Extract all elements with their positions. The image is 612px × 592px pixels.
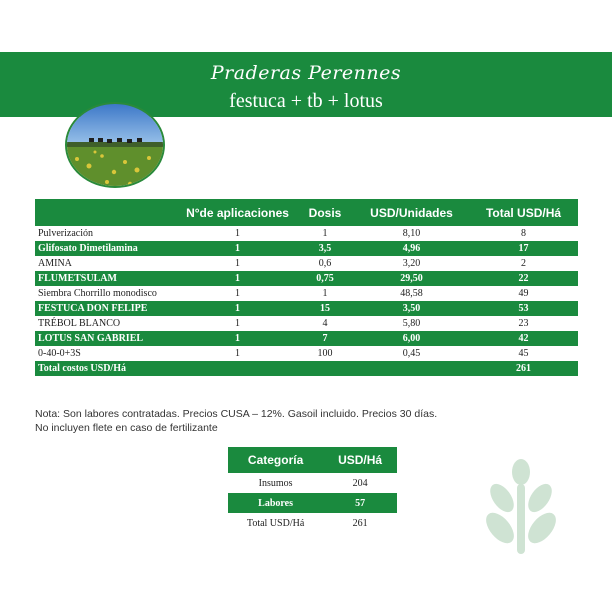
- row-total: 45: [518, 348, 529, 359]
- cost-table: [35, 199, 578, 376]
- row-name: FESTUCA DON FELIPE: [35, 301, 179, 316]
- header-dosis: Dosis: [296, 199, 354, 226]
- table-row: [35, 346, 578, 361]
- row-apps: 1: [235, 228, 240, 239]
- summary-value: 261: [352, 517, 368, 529]
- header-item: [35, 199, 179, 226]
- row-apps: 1: [179, 241, 296, 256]
- summary-value: 57: [323, 493, 397, 513]
- row-apps: 1: [179, 331, 296, 346]
- row-dosis: 4: [322, 318, 328, 329]
- row-usd: 29,50: [354, 271, 469, 286]
- pasture-photo: [65, 102, 165, 188]
- table-row: [35, 301, 578, 316]
- row-apps: 1: [235, 318, 240, 329]
- table-row: [35, 331, 578, 346]
- row-dosis: 1: [322, 288, 328, 299]
- row-apps: 1: [179, 301, 296, 316]
- row-dosis: 100: [317, 348, 333, 359]
- footnote: [35, 407, 437, 435]
- row-dosis: 0,6: [318, 258, 332, 269]
- row-dosis: 0,75: [296, 271, 354, 286]
- page-subtitle: festuca + tb + lotus: [229, 90, 383, 112]
- page-title: Praderas Perennes: [210, 62, 402, 84]
- summary-table: [228, 447, 397, 533]
- row-total: 17: [469, 241, 578, 256]
- summary-value: 204: [352, 477, 368, 489]
- cost-table-header: [35, 199, 578, 226]
- total-label: Total costos USD/Há: [35, 361, 469, 376]
- row-total: 42: [469, 331, 578, 346]
- summary-header-usd: USD/Há: [323, 447, 397, 473]
- summary-header-category: Categoría: [228, 447, 323, 473]
- summary-label: Insumos: [258, 477, 293, 489]
- table-row: [35, 256, 578, 271]
- row-name: AMINA: [38, 258, 72, 269]
- row-name: Siembra Chorrillo monodisco: [38, 288, 157, 299]
- summary-row: [228, 473, 397, 493]
- row-name: LOTUS SAN GABRIEL: [35, 331, 179, 346]
- footnote-line-2: No incluyen flete en caso de fertilizante: [35, 422, 218, 434]
- total-row: [35, 361, 578, 376]
- row-dosis: 3,5: [296, 241, 354, 256]
- row-usd: 48,58: [400, 288, 423, 299]
- row-usd: 4,96: [354, 241, 469, 256]
- row-usd: 3,50: [354, 301, 469, 316]
- footnote-line-1: Nota: Son labores contratadas. Precios CUSA – 12%. Gasoil incluido. Precios 30 días.: [35, 408, 438, 420]
- row-name: TRÉBOL BLANCO: [38, 318, 121, 329]
- table-row: [35, 241, 578, 256]
- row-total: 53: [469, 301, 578, 316]
- table-row: [35, 316, 578, 331]
- row-name: Glifosato Dimetilamina: [35, 241, 179, 256]
- pasture-image: [67, 104, 165, 188]
- row-apps: 1: [235, 258, 240, 269]
- row-total: 8: [521, 228, 526, 239]
- table-row: [35, 226, 578, 241]
- row-usd: 3,20: [402, 258, 421, 269]
- leaf-icon: [482, 458, 560, 554]
- row-name: 0-40-0+3S: [38, 348, 81, 359]
- row-apps: 1: [235, 348, 240, 359]
- row-dosis: 7: [296, 331, 354, 346]
- header-total: Total USD/Há: [469, 199, 578, 226]
- summary-label: Labores: [228, 493, 323, 513]
- row-name: Pulverización: [38, 228, 93, 239]
- table-row: [35, 286, 578, 301]
- row-usd: 8,10: [402, 228, 421, 239]
- row-apps: 1: [179, 271, 296, 286]
- header-usd-unidades: USD/Unidades: [354, 199, 469, 226]
- row-usd: 0,45: [402, 348, 421, 359]
- total-value: 261: [469, 361, 578, 376]
- row-total: 49: [518, 288, 529, 299]
- summary-header: [228, 447, 397, 473]
- row-apps: 1: [235, 288, 240, 299]
- summary-row: [228, 493, 397, 513]
- row-dosis: 15: [296, 301, 354, 316]
- row-total: 23: [518, 318, 529, 329]
- summary-row: [228, 513, 397, 533]
- row-total: 2: [521, 258, 526, 269]
- row-name: FLUMETSULAM: [35, 271, 179, 286]
- row-total: 22: [469, 271, 578, 286]
- row-dosis: 1: [322, 228, 328, 239]
- summary-label: Total USD/Há: [246, 517, 305, 529]
- table-row: [35, 271, 578, 286]
- row-usd: 6,00: [354, 331, 469, 346]
- header-aplicaciones: N°de aplicaciones: [179, 199, 296, 226]
- row-usd: 5,80: [402, 318, 421, 329]
